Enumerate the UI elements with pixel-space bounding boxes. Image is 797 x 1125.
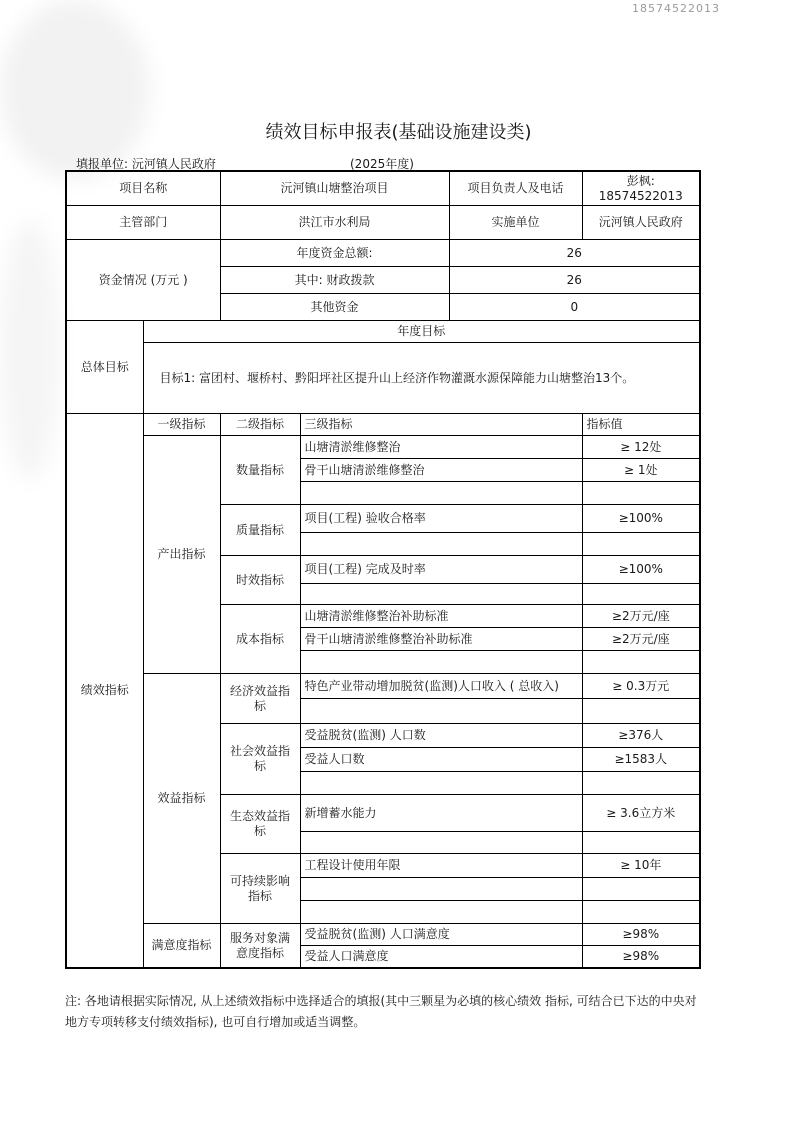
quality-metrics-label: 质量指标: [220, 505, 300, 556]
metric-item: 受益人口数: [300, 748, 582, 772]
output-metrics-label: 产出指标: [143, 436, 220, 674]
funds-total-label: 年度资金总额:: [220, 240, 449, 267]
metric-value: ≥98%: [582, 924, 700, 946]
corner-number: 18574522013: [632, 2, 720, 15]
empty-cell: [300, 832, 582, 854]
metric-item: 新增蓄水能力: [300, 795, 582, 832]
metric-item: 受益人口满意度: [300, 946, 582, 969]
empty-cell: [300, 699, 582, 724]
benefit-metrics-label: 效益指标: [143, 674, 220, 924]
project-name-label: 项目名称: [66, 171, 220, 206]
page-title: 绩效目标申报表(基础设施建设类): [265, 122, 532, 143]
col-level3: 三级指标: [300, 414, 582, 436]
impl-unit: 沅河镇人民政府: [582, 206, 700, 240]
funds-other-value: 0: [449, 294, 700, 321]
dept-name: 洪江市水利局: [220, 206, 449, 240]
metric-value: ≥2万元/座: [582, 605, 700, 628]
metric-item: 特色产业带动增加脱贫(监测)人口收入 ( 总收入): [300, 674, 582, 699]
funds-fiscal-label: 其中: 财政拨款: [220, 267, 449, 294]
quantity-metrics-label: 数量指标: [220, 436, 300, 505]
manager-contact: 彭枫: 18574522013: [582, 171, 700, 206]
metric-item: 受益脱贫(监测) 人口数: [300, 724, 582, 748]
metric-value: ≥98%: [582, 946, 700, 969]
metric-item: 山塘清淤维修整治: [300, 436, 582, 459]
empty-cell: [300, 772, 582, 795]
metric-item: 工程设计使用年限: [300, 854, 582, 878]
filler-unit: 填报单位: 沅河镇人民政府: [76, 157, 216, 171]
empty-cell: [300, 533, 582, 556]
funds-fiscal-value: 26: [449, 267, 700, 294]
funds-label: 资金情况 (万元 ): [66, 240, 220, 321]
footnote: 注: 各地请根据实际情况, 从上述绩效指标中选择适合的填报(其中三颗星为必填的核心绩效 指标, 可结合已下达的中央对地方专项转移支付绩效指标), 也可自行增加或适当调整。: [65, 994, 697, 1029]
empty-cell: [582, 651, 700, 674]
empty-cell: [582, 832, 700, 854]
sustain-metrics-label: 可持续影响指标: [220, 854, 300, 924]
performance-target-table: [65, 170, 701, 969]
empty-cell: [582, 772, 700, 795]
empty-cell: [300, 651, 582, 674]
manager-label: 项目负责人及电话: [449, 171, 582, 206]
metric-item: 骨干山塘清淤维修整治: [300, 459, 582, 482]
overall-goal-label: 总体目标: [66, 321, 143, 414]
metric-item: 项目(工程) 完成及时率: [300, 556, 582, 584]
empty-cell: [582, 699, 700, 724]
satisfaction-metrics-label: 满意度指标: [143, 924, 220, 969]
funds-total-value: 26: [449, 240, 700, 267]
metrics-label: 绩效指标: [66, 414, 143, 969]
service-satisfaction-label: 服务对象满意度指标: [220, 924, 300, 969]
economic-metrics-label: 经济效益指标: [220, 674, 300, 724]
metric-value: ≥ 10年: [582, 854, 700, 878]
empty-cell: [300, 901, 582, 924]
metric-value: ≥376人: [582, 724, 700, 748]
annual-goal-text: 目标1: 富团村、堰桥村、黔阳坪社区提升山上经济作物灌溉水源保障能力山塘整治13个。: [143, 343, 700, 414]
metric-value: ≥ 1处: [582, 459, 700, 482]
scan-shadow-left-edge: [0, 220, 60, 480]
metric-value: ≥1583人: [582, 748, 700, 772]
metric-value: ≥ 12处: [582, 436, 700, 459]
metric-value: ≥ 3.6立方米: [582, 795, 700, 832]
annual-goal-label: 年度目标: [143, 321, 700, 343]
empty-cell: [300, 584, 582, 605]
dept-label: 主管部门: [66, 206, 220, 240]
cost-metrics-label: 成本指标: [220, 605, 300, 674]
funds-other-label: 其他资金: [220, 294, 449, 321]
fiscal-year: (2025年度): [350, 157, 414, 171]
timeliness-metrics-label: 时效指标: [220, 556, 300, 605]
ecological-metrics-label: 生态效益指标: [220, 795, 300, 854]
empty-cell: [582, 533, 700, 556]
empty-cell: [300, 482, 582, 505]
empty-cell: [582, 584, 700, 605]
social-metrics-label: 社会效益指标: [220, 724, 300, 795]
metric-value: ≥100%: [582, 505, 700, 533]
metric-value: ≥ 0.3万元: [582, 674, 700, 699]
col-level2: 二级指标: [220, 414, 300, 436]
metric-item: 受益脱贫(监测) 人口满意度: [300, 924, 582, 946]
metric-item: 项目(工程) 验收合格率: [300, 505, 582, 533]
empty-cell: [582, 878, 700, 901]
col-level1: 一级指标: [143, 414, 220, 436]
col-value: 指标值: [582, 414, 700, 436]
project-name: 沅河镇山塘整治项目: [220, 171, 449, 206]
scan-shadow-top-left: [0, 0, 150, 180]
metric-value: ≥100%: [582, 556, 700, 584]
metric-value: ≥2万元/座: [582, 628, 700, 651]
empty-cell: [582, 482, 700, 505]
empty-cell: [300, 878, 582, 901]
empty-cell: [582, 901, 700, 924]
metric-item: 山塘清淤维修整治补助标准: [300, 605, 582, 628]
impl-label: 实施单位: [449, 206, 582, 240]
metric-item: 骨干山塘清淤维修整治补助标准: [300, 628, 582, 651]
